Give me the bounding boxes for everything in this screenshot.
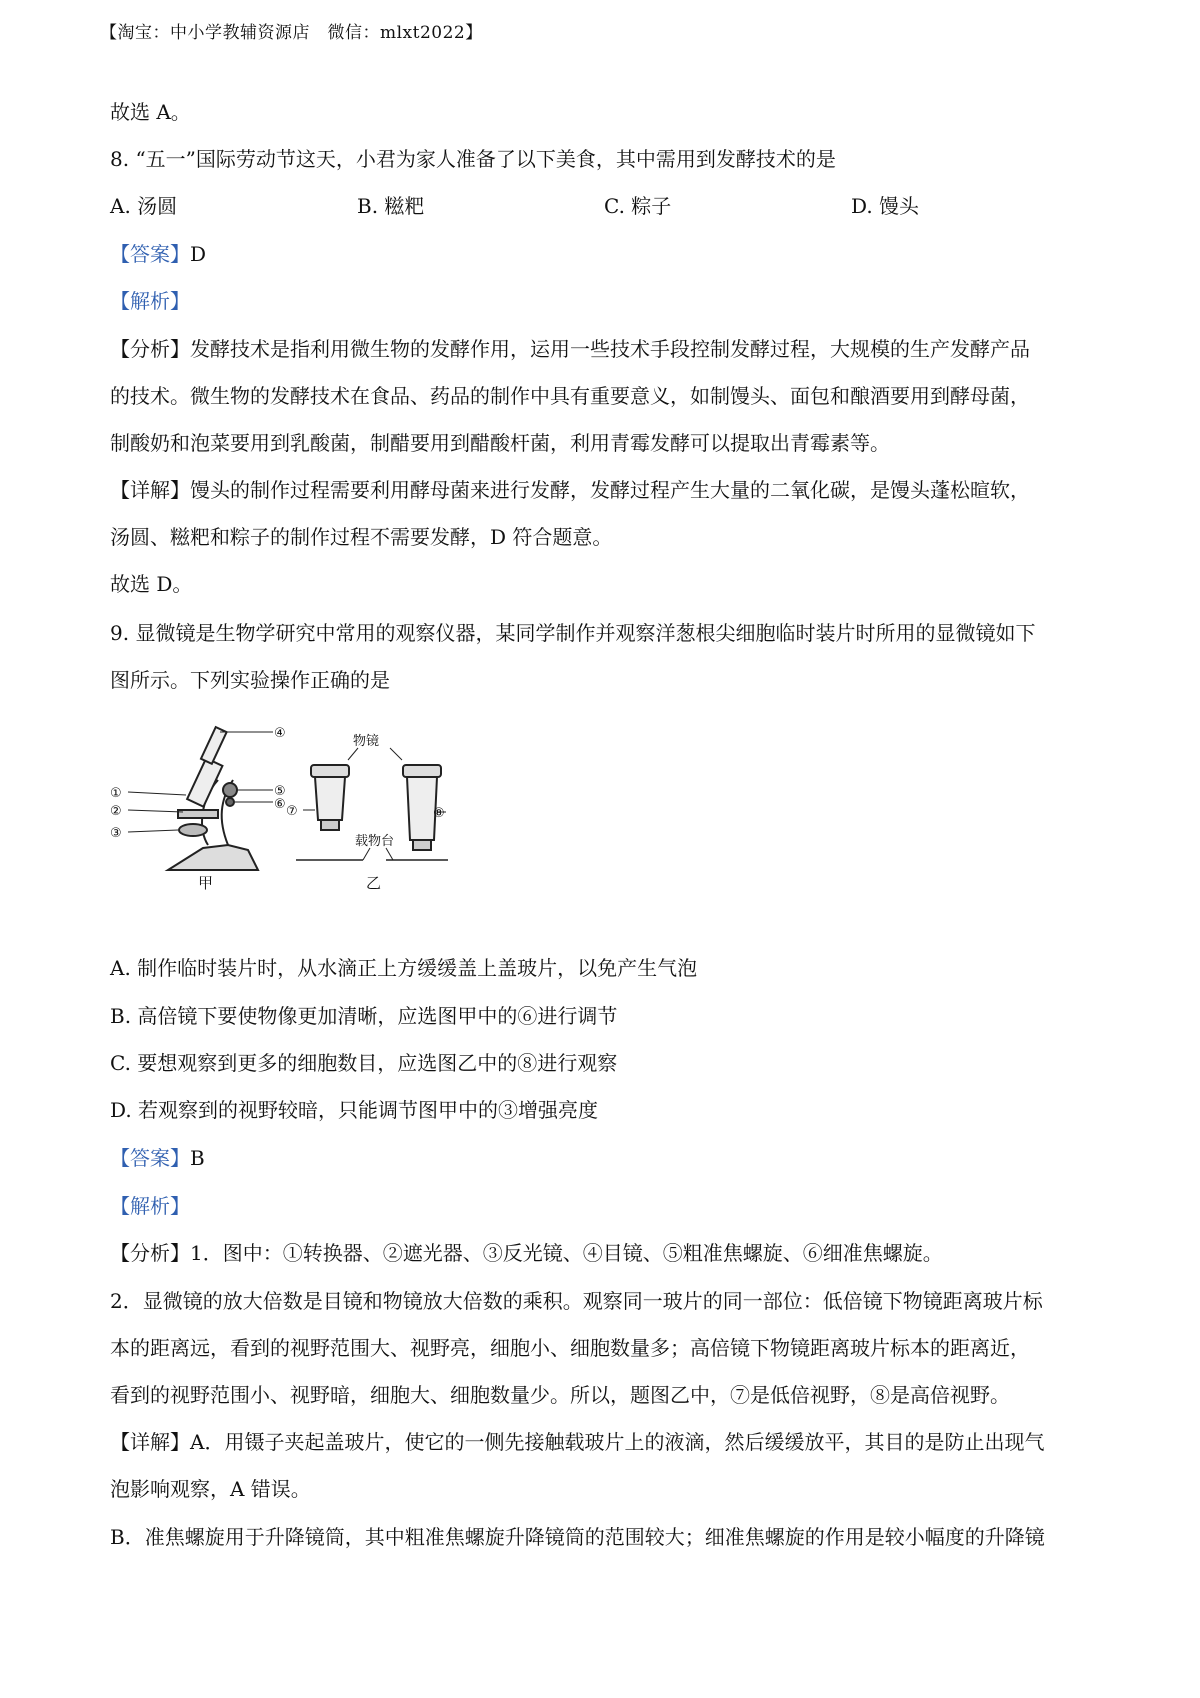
detail-9-line1 (110, 1426, 1044, 1455)
detail-9-line2: 泡影响观察，A 错误。 (110, 1477, 311, 1501)
detail-tag: 【详解】 (110, 478, 190, 502)
analysis-tag: 【分析】 (110, 1241, 190, 1265)
q9-option-d: D. 若观察到的视野较暗，只能调节图甲中的③增强亮度 (110, 1098, 599, 1122)
label-6: ⑥ (274, 797, 286, 812)
q9-option-a: A. 制作临时装片时，从水滴正上方缓缓盖上盖玻片，以免产生气泡 (110, 956, 698, 980)
answer-value: B (190, 1146, 205, 1170)
detail-8-line1 (110, 474, 1030, 503)
question-9-line1: 9. 显微镜是生物学研究中常用的观察仪器，某同学制作并观察洋葱根尖细胞临时装片时所用的显微镜如下 (110, 621, 1036, 645)
label-8: ⑧ (433, 806, 445, 821)
label-objective: 物镜 (353, 734, 380, 749)
answer-tag: 【答案】 (110, 1146, 190, 1170)
label-1: ① (110, 786, 122, 801)
jiexi-9: 【解析】 (110, 1194, 190, 1218)
label-2: ② (110, 804, 122, 819)
line-answer-d: 故选 D。 (110, 572, 193, 596)
q9-option-b: B. 高倍镜下要使物像更加清晰，应选图甲中的⑥进行调节 (110, 1004, 618, 1028)
analysis-tag: 【分析】 (110, 337, 190, 361)
detail-tag: 【详解】 (110, 1430, 190, 1454)
answer-value: D (190, 242, 207, 266)
line-answer-a: 故选 A。 (110, 100, 191, 124)
caption-yi: 乙 (366, 874, 382, 890)
label-3: ③ (110, 826, 122, 841)
q8-option-d: D. 馒头 (851, 194, 920, 218)
label-7: ⑦ (286, 804, 298, 819)
detail-text: 馒头的制作过程需要利用酵母菌来进行发酵，发酵过程产生大量的二氧化碳，是馒头蓬松暄软， (190, 478, 1030, 502)
analysis-8-line1 (110, 333, 1030, 362)
analysis-9-line4: 看到的视野范围小、视野暗，细胞大、细胞数量少。所以，题图乙中，⑦是低倍视野，⑧是高倍视野。 (110, 1383, 1010, 1407)
caption-jia: 甲 (198, 874, 214, 890)
answer-tag: 【答案】 (110, 242, 190, 266)
label-4: ④ (274, 726, 286, 741)
detail-text: A．用镊子夹起盖玻片，使它的一侧先接触载玻片上的液滴，然后缓缓放平，其目的是防止出现气 (190, 1430, 1045, 1454)
analysis-text: 发酵技术是指利用微生物的发酵作用，运用一些技术手段控制发酵过程，大规模的生产发酵产品 (190, 337, 1030, 361)
analysis-9-line2: 2．显微镜的放大倍数是目镜和物镜放大倍数的乘积。观察同一玻片的同一部位：低倍镜下物镜距离玻片标 (110, 1289, 1043, 1313)
label-5: ⑤ (274, 784, 286, 799)
page-header: 【淘宝：中小学教辅资源店 微信：mlxt2022】 (100, 23, 483, 43)
q8-option-c: C. 粽子 (604, 194, 672, 218)
analysis-text: 1．图中：①转换器、②遮光器、③反光镜、④目镜、⑤粗准焦螺旋、⑥细准焦螺旋。 (190, 1241, 943, 1265)
analysis-9-line1 (110, 1237, 943, 1266)
q8-option-b: B. 糍粑 (357, 194, 425, 218)
detail-8-line2: 汤圆、糍粑和粽子的制作过程不需要发酵，D 符合题意。 (110, 525, 613, 549)
analysis-9-line3: 本的距离远，看到的视野范围大、视野亮，细胞小、细胞数量多；高倍镜下物镜距离玻片标本的距离近， (110, 1336, 1030, 1360)
microscope-figure (108, 720, 448, 890)
q9-option-c: C. 要想观察到更多的细胞数目，应选图乙中的⑧进行观察 (110, 1051, 618, 1075)
answer-9 (110, 1142, 205, 1171)
answer-8 (110, 238, 206, 267)
label-stage: 载物台 (355, 834, 395, 849)
jiexi-8: 【解析】 (110, 289, 190, 313)
analysis-8-line2: 的技术。微生物的发酵技术在食品、药品的制作中具有重要意义，如制馒头、面包和酿酒要用到酵母菌， (110, 384, 1030, 408)
question-8: 8. “五一”国际劳动节这天，小君为家人准备了以下美食，其中需用到发酵技术的是 (110, 147, 836, 171)
detail-9-line3: B．准焦螺旋用于升降镜筒，其中粗准焦螺旋升降镜筒的范围较大；细准焦螺旋的作用是较小幅度的升降镜 (110, 1525, 1045, 1549)
q8-option-a: A. 汤圆 (110, 194, 178, 218)
analysis-8-line3: 制酸奶和泡菜要用到乳酸菌，制醋要用到醋酸杆菌，利用青霉发酵可以提取出青霉素等。 (110, 431, 890, 455)
question-9-line2: 图所示。下列实验操作正确的是 (110, 668, 390, 692)
